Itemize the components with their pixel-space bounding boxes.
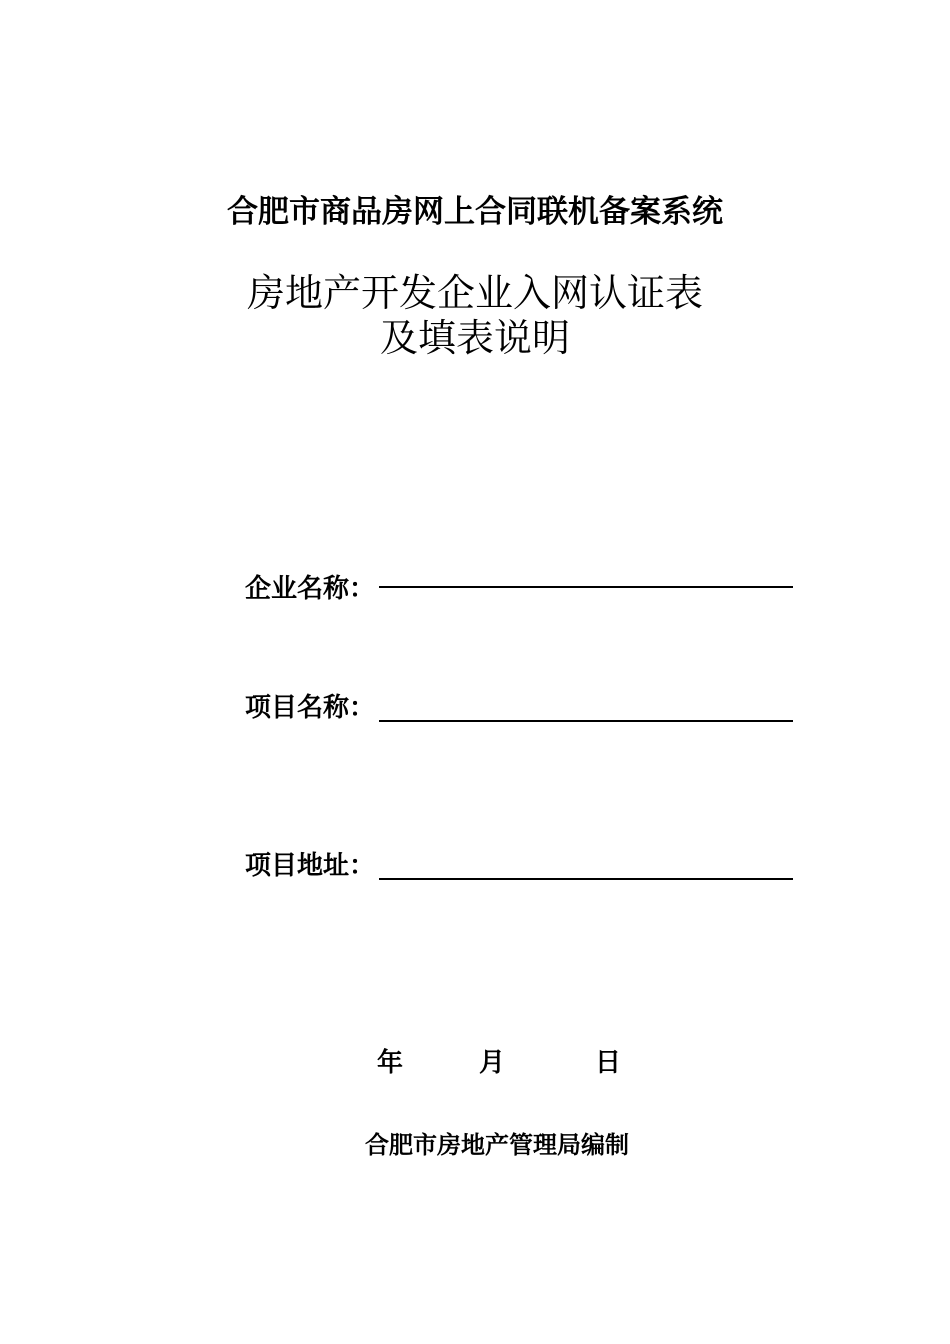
- main-title-line-2: 及填表说明: [379, 316, 570, 360]
- project-name-label: 项目名称：: [245, 693, 376, 723]
- project-address-field: [245, 843, 793, 883]
- project-name-field: [245, 685, 793, 725]
- project-address-blank-line: [379, 878, 793, 880]
- date-day-label: 日: [595, 1048, 622, 1078]
- company-name-blank-line: [379, 586, 793, 588]
- company-name-label: 企业名称：: [245, 574, 376, 604]
- system-title: 合肥市商品房网上合同联机备案系统: [227, 194, 723, 230]
- date-year-label: 年: [377, 1048, 404, 1078]
- issuer-text: 合肥市房地产管理局编制: [365, 1130, 629, 1159]
- project-address-label: 项目地址：: [245, 851, 376, 881]
- date-month-label: 月: [479, 1048, 506, 1078]
- main-title-line-1: 房地产开发企业入网认证表: [246, 271, 703, 315]
- company-name-field: [245, 566, 793, 606]
- project-name-blank-line: [379, 720, 793, 722]
